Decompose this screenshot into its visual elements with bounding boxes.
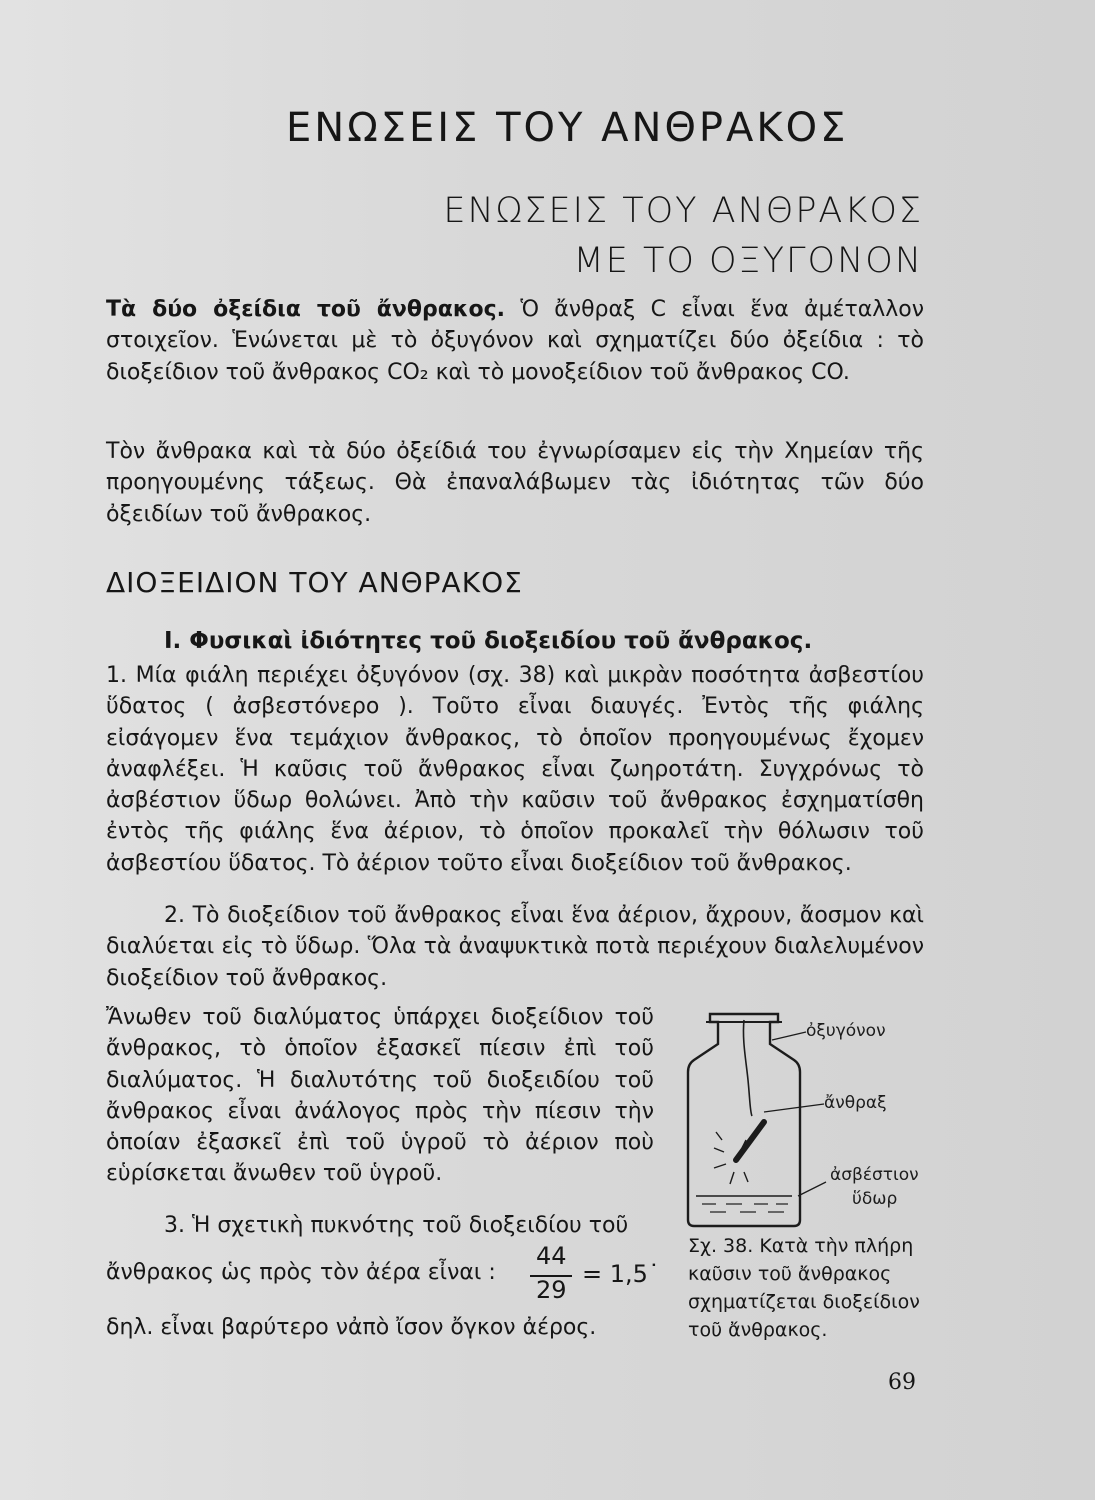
burning-carbon-icon — [736, 1122, 764, 1160]
paragraph-oxides-text: Ὁ ἄνθραξ C εἶναι ἕνα ἀμέταλλον στοιχεῖον. Ἑνώνεται μὲ τὸ ὀξυγόνον καὶ σχηματίζει δύο ὀξείδια : τὸ διοξείδιον τοῦ ἄνθρακος CO₂ καὶ τὸ μονοξείδιον τοῦ ἄνθρακος CO. — [106, 297, 924, 385]
subsection-title: Ι. Φυσικαὶ ἰδιότητες τοῦ διοξειδίου τοῦ ἄνθρακος. — [164, 628, 813, 654]
label-oxygen: ὀξυγόνον — [806, 1021, 886, 1041]
paragraph-density-conclusion: δηλ. εἶναι βαρύτερο νἀπὸ ἴσον ὄγκον ἀέρος. — [106, 1315, 597, 1340]
paragraph-review: Τὸν ἄνθρακα καὶ τὰ δύο ὀξείδιά του ἐγνωρίσαμεν εἰς τὴν Χημείαν τῆς προηγουμένης τάξεως. Θὰ ἐπαναλάβωμεν τὰς ἰδιότητας τῶν δύο ὀξειδίων τοῦ ἄνθρακος. — [106, 439, 924, 527]
label-limewater-2: ὕδωρ — [852, 1189, 898, 1209]
paragraph-oxides-heading: Τὰ δύο ὀξείδια τοῦ ἄνθρακος. — [106, 297, 506, 322]
density-formula — [106, 1242, 666, 1312]
paragraph-oxides — [106, 294, 924, 388]
paragraph-experiment: 1. Μία φιάλη περιέχει ὀξυγόνον (σχ. 38) καὶ μικρὰν ποσότητα ἀσβεστίου ὕδατος ( ἀσβεστόνερο ). Τοῦτο εἶναι διαυγές. Ἐντὸς τῆς φιάλης εἰσάγομεν ἕνα τεμάχιον ἄνθρακος, τὸ ὁποῖον προηγουμένως ἔχομεν ἀναφλέξει. Ἡ καῦσις τοῦ ἄνθρακος εἶναι ζωηροτάτη. Συγχρόνως τὸ ἀσβέστιον ὕδωρ θολώνει. Ἀπὸ τὴν καῦσιν τοῦ ἄνθρακος ἐσχηματίσθη ἐντὸς τῆς φιάλης ἕνα ἀέριον, τὸ ὁποῖον προκαλεῖ τὴν θόλωσιν τοῦ ἀσβεστίου ὕδατος. Τὸ ἀέριον τοῦτο εἶναι διοξείδιον τοῦ ἄνθρακος. — [106, 663, 924, 876]
paragraph-solubility: 2. Τὸ διοξείδιον τοῦ ἄνθρακος εἶναι ἕνα ἀέριον, ἄχρουν, ἄοσμον καὶ διαλύεται εἰς τὸ ὕδωρ. Ὅλα τὰ ἀναψυκτικὰ ποτὰ περιέχουν διαλελυμένον διοξείδιον τοῦ ἄνθρακος. — [106, 903, 924, 991]
section-title-line2: ΜΕ ΤΟ ΟΞΥΓΟΝΟΝ — [573, 241, 923, 281]
limewater-hatching — [702, 1204, 788, 1212]
leader-limewater — [798, 1182, 826, 1196]
wire-icon — [743, 1020, 752, 1116]
chapter-title: ΕΝΩΣΕΙΣ ΤΟΥ ΑΝΘΡΑΚΟΣ — [286, 105, 849, 151]
label-carbon: ἄνθραξ — [824, 1093, 887, 1113]
section-title — [443, 186, 923, 286]
subchapter-title: ΔΙΟΞΕΙΔΙΟΝ ΤΟΥ ΑΝΘΡΑΚΟΣ — [106, 566, 523, 599]
leader-carbon — [764, 1104, 824, 1112]
fraction-numerator: 44 — [536, 1242, 567, 1270]
leader-oxygen — [772, 1032, 806, 1040]
figure-38-bottle-diagram — [676, 1000, 936, 1230]
page-number: 69 — [888, 1370, 916, 1395]
fraction-denominator: 29 — [536, 1276, 567, 1304]
flame-rays-icon — [714, 1132, 748, 1184]
figure-caption: Σχ. 38. Κατὰ τὴν πλήρη καῦσιν τοῦ ἄνθρακος σχηματίζεται διοξείδιον τοῦ ἄνθρακος. — [688, 1235, 920, 1341]
paragraph-density-intro: 3. Ἡ σχετικὴ πυκνότης τοῦ διοξειδίου τοῦ — [164, 1213, 629, 1238]
label-limewater-1: ἀσβέστιον — [830, 1165, 919, 1185]
formula-text: ἄνθρακος ὡς πρὸς τὸν ἀέρα εἶναι : — [106, 1260, 496, 1285]
paragraph-pressure: Ἄνωθεν τοῦ διαλύματος ὑπάρχει διοξείδιον τοῦ ἄνθρακος, τὸ ὁποῖον ἐξασκεῖ πίεσιν ἐπὶ τοῦ διαλύματος. Ἡ διαλυτότης τοῦ διοξειδίου τοῦ ἄνθρακος εἶναι ἀνάλογος πρὸς τὴν πίεσιν τὴν ὁποίαν ἐξασκεῖ ἐπὶ τοῦ ὑγροῦ τὸ ἀέριον ποὺ εὑρίσκεται ἄνωθεν τοῦ ὑγροῦ. — [106, 1005, 654, 1187]
section-title-line1: ΕΝΩΣΕΙΣ ΤΟΥ ΑΝΘΡΑΚΟΣ — [443, 191, 923, 231]
formula-result: = 1,5˙ — [582, 1260, 660, 1288]
